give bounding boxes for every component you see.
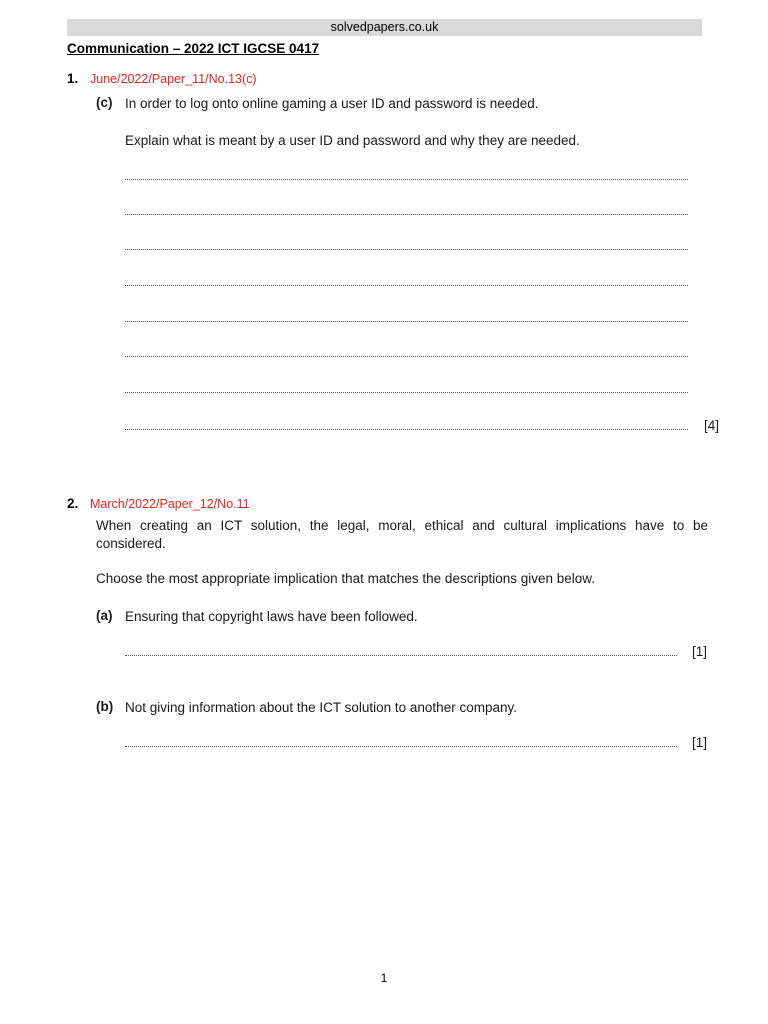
question-1c-marks: [4] bbox=[704, 418, 720, 433]
answer-line[interactable] bbox=[125, 179, 688, 180]
answer-line[interactable] bbox=[125, 321, 688, 322]
answer-line[interactable] bbox=[125, 214, 688, 215]
question-1-number: 1. bbox=[67, 71, 79, 86]
question-2-instruction: Choose the most appropriate implication that matches the descriptions given below. bbox=[96, 571, 596, 586]
question-2-reference: March/2022/Paper_12/No.11 bbox=[90, 497, 250, 511]
answer-line[interactable] bbox=[125, 285, 688, 286]
question-1c-instruction: Explain what is meant by a user ID and password and why they are needed. bbox=[125, 133, 580, 148]
question-2a-label: (a) bbox=[96, 608, 113, 623]
question-2a-marks: [1] bbox=[692, 644, 708, 659]
page-number: 1 bbox=[380, 971, 388, 985]
question-2-number: 2. bbox=[67, 496, 79, 511]
question-2b-label: (b) bbox=[96, 699, 114, 714]
question-2-intro: When creating an ICT solution, the legal, moral, ethical and cultural implications have to be considered. bbox=[96, 518, 708, 551]
site-name: solvedpapers.co.uk bbox=[330, 20, 439, 34]
question-2b-text: Not giving information about the ICT solution to another company. bbox=[125, 700, 517, 715]
answer-line[interactable] bbox=[125, 356, 688, 357]
document-title: Communication – 2022 ICT IGCSE 0417 bbox=[67, 41, 320, 56]
question-2a-answer-line[interactable] bbox=[125, 655, 677, 656]
question-2a-text: Ensuring that copyright laws have been followed. bbox=[125, 609, 418, 624]
answer-line[interactable] bbox=[125, 429, 688, 430]
question-2b-answer-line[interactable] bbox=[125, 746, 677, 747]
question-1-reference: June/2022/Paper_11/No.13(c) bbox=[90, 72, 257, 86]
question-1c-label: (c) bbox=[96, 95, 113, 110]
question-2b-marks: [1] bbox=[692, 735, 708, 750]
answer-line[interactable] bbox=[125, 392, 688, 393]
site-banner bbox=[67, 19, 702, 36]
question-1c-text: In order to log onto online gaming a user ID and password is needed. bbox=[125, 96, 539, 111]
answer-line[interactable] bbox=[125, 249, 688, 250]
